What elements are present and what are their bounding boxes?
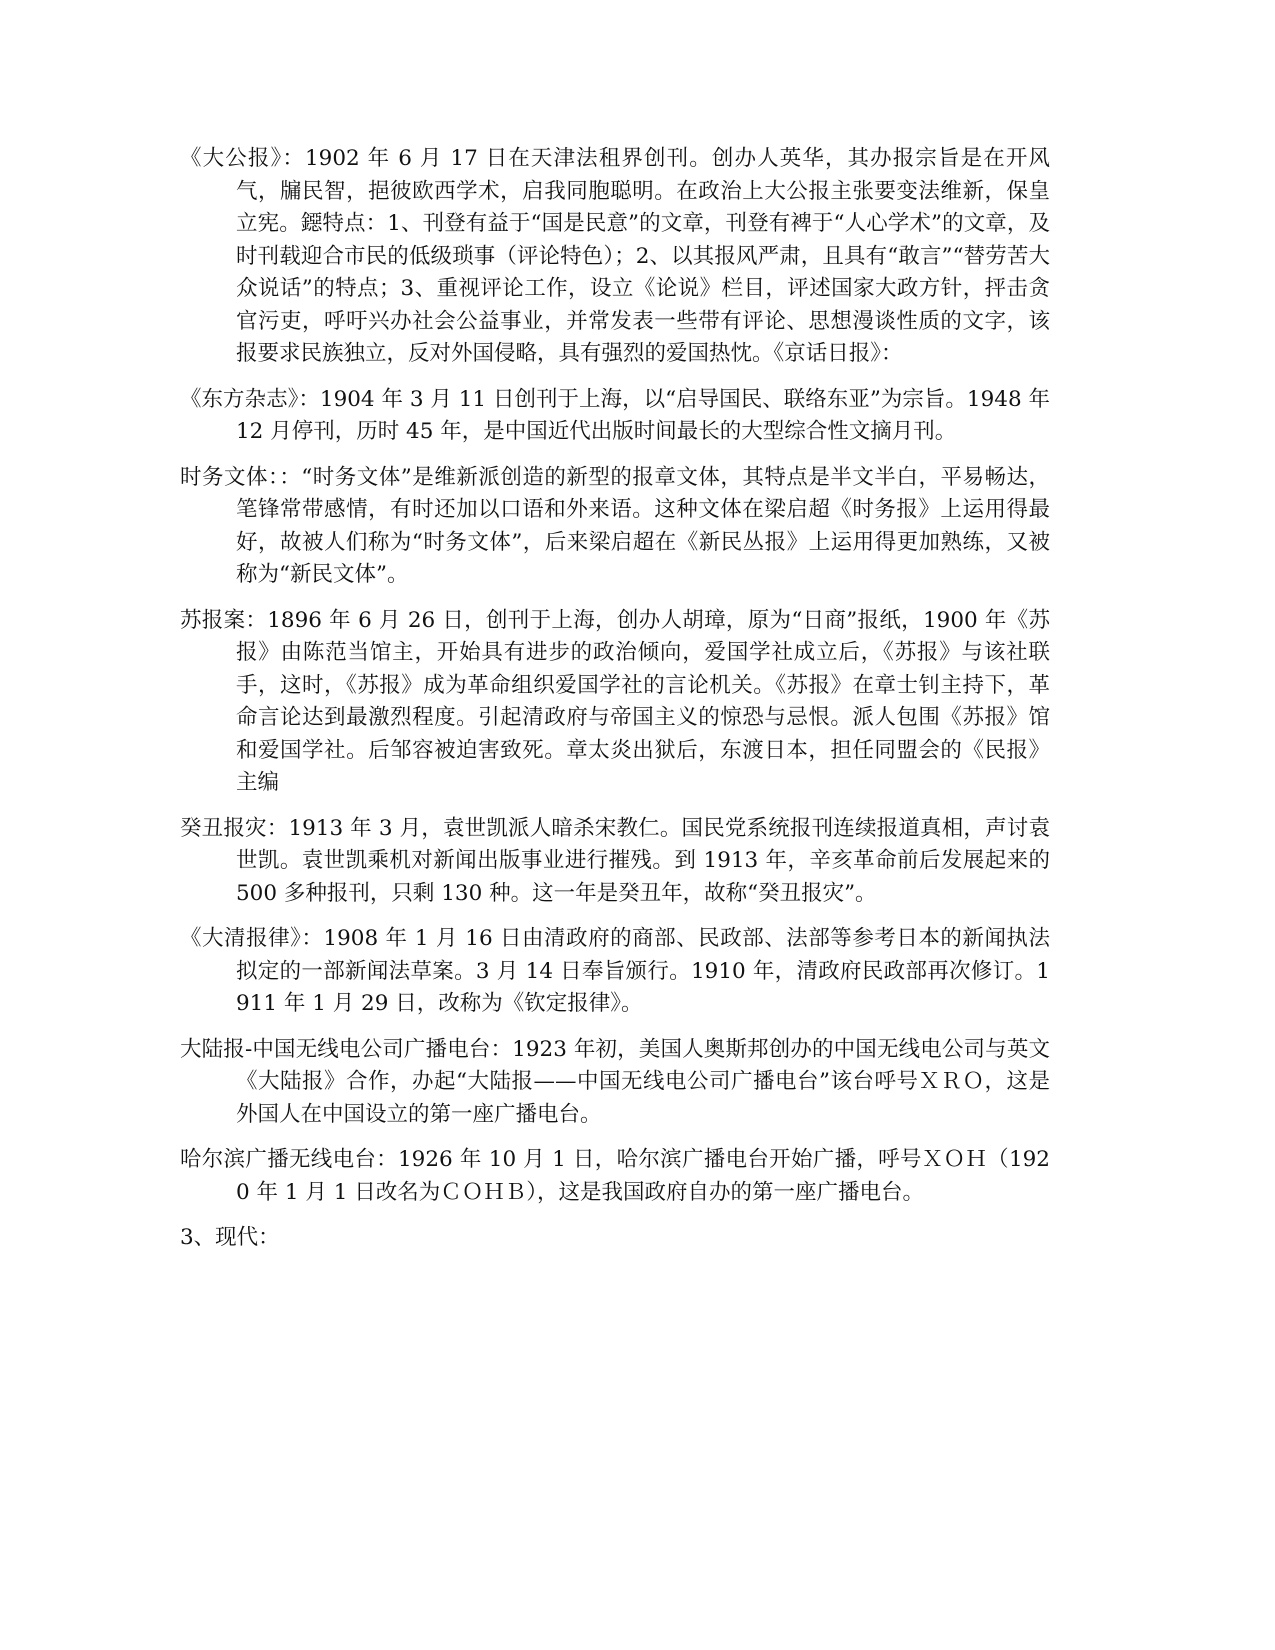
entry-body: ：1902 年 6 月 17 日在天津法租界创刊。创办人英华，其办报宗旨是在开风气，牖民智，挹彼欧西学术，启我同胞聪明。在政治上大公报主张要变法维新，保皇立宪。鐚特点：1、刊登有益于“国是民意”的文章，刊登有裨于“人心学术”的文章，及时刊载迎合市民的低级琐事（评论特色）；2、以其报风严肃，且具有“敢言”“替劳苦大众说话”的特点；3、重视评论工作，设立《论说》栏目，评述国家大政方针，抨击贪官污吏，呼吁兴办社会公益事业，并常发表一些带有评论、思想漫谈性质的文字，该报要求民族独立，反对外国侵略，具有强烈的爱国热忱。《京话日报》： [236, 146, 1050, 366]
entry-subao-an [180, 605, 1050, 800]
entry-body: 1926 年 10 月 1 日，哈尔滨广播电台开始广播，呼号ＸＯＨ（1920 年 1 月 1 日改名为ＣＯＨＢ），这是我国政府自办的第一座广播电台。 [236, 1147, 1050, 1205]
section-heading: 3、现代： [180, 1225, 280, 1250]
entry-guichou-baozai [180, 813, 1050, 911]
entry-body: ：1908 年 1 月 16 日由清政府的商部、民政部、法部等参考日本的新闻执法拟定的一部新闻法草案。3 月 14 日奉旨颁行。1910 年，清政府民政部再次修订。1911 年 1 月 29 日，改称为《钦定报律》。 [236, 926, 1050, 1016]
entry-term: 《大公报》 [180, 146, 283, 171]
entry-body: ：1904 年 3 月 11 日创刊于上海，以“启导国民、联络东亚”为宗旨。1948 年 12 月停刊，历时 45 年，是中国近代出版时间最长的大型综合性文摘月刊。 [236, 386, 1050, 444]
entry-dongfang-zazhi [180, 384, 1050, 449]
entry-term: 《大清报律》 [180, 926, 302, 951]
entry-harbin-radio [180, 1144, 1050, 1209]
entry-term: 癸丑报灾： [180, 815, 289, 841]
entry-shiwu-wenti [180, 462, 1050, 592]
entry-dagongbao [180, 143, 1050, 371]
entry-dalubao-radio [180, 1034, 1050, 1132]
entry-body: 1896 年 6 月 26 日，创刊于上海，创办人胡璋，原为“日商”报纸，1900 年《苏报》由陈范当馆主，开始具有进步的政治倾向，爱国学社成立后，《苏报》与该社联手，这时，《苏报》成为革命组织爱国学社的言论机关。《苏报》在章士钊主持下，革命言论达到最激烈程度。引起清政府与帝国主义的惊恐与忌恨。派人包围《苏报》馆和爱国学社。后邹容被迫害致死。章太炎出狱后，东渡日本，担任同盟会的《民报》主编 [236, 607, 1050, 795]
document-page [180, 143, 1050, 1255]
entry-term: 哈尔滨广播无线电台： [180, 1147, 398, 1172]
entry-body: 1913 年 3 月，袁世凯派人暗杀宋教仁。国民党系统报刊连续报道真相，声讨袁世凯。袁世凯乘机对新闻出版事业进行摧残。到 1913 年，辛亥革命前后发展起来的 500 多种报刊，只剩 130 种。这一年是癸丑年，故称“癸丑报灾”。 [236, 815, 1050, 906]
entry-body: 1923 年初，美国人奥斯邦创办的中国无线电公司与英文《大陆报》合作，办起“大陆报——中国无线电公司广播电台”该台呼号ＸＲＯ，这是外国人在中国设立的第一座广播电台。 [236, 1036, 1050, 1127]
entry-term: 时务文体： [180, 464, 280, 490]
entry-term: 大陆报-中国无线电公司广播电台： [180, 1036, 513, 1062]
entry-body: ：“时务文体”是维新派创造的新型的报章文体，其特点是半文半白，平易畅达，笔锋常带感情，有时还加以口语和外来语。这种文体在梁启超《时务报》上运用得最好，故被人们称为“时务文体”，后来梁启超在《新民丛报》上运用得更加熟练，又被称为“新民文体”。 [236, 464, 1050, 587]
entry-term: 苏报案： [180, 607, 268, 633]
entry-term: 《东方杂志》 [180, 386, 299, 412]
entry-daqing-baolv [180, 923, 1050, 1021]
